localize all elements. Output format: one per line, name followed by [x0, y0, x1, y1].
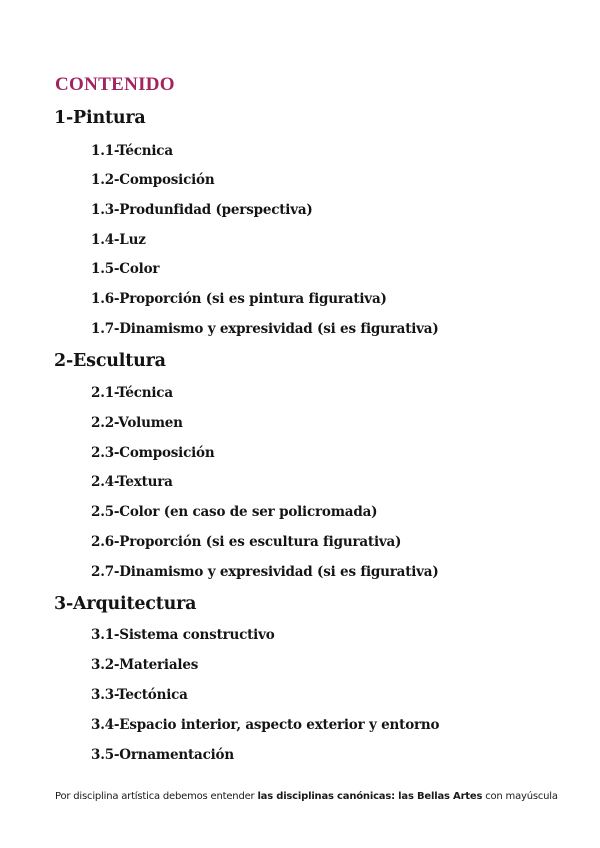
toc-item: 1.5-Color [91, 261, 160, 277]
section-title: 3-Arquitectura [54, 594, 197, 614]
toc-item: 2.2-Volumen [91, 415, 183, 431]
toc-item: 3.3-Tectónica [91, 687, 188, 703]
section-title: 2-Escultura [54, 351, 166, 371]
toc-item: 3.2-Materiales [91, 657, 199, 673]
toc-item: 2.7-Dinamismo y expresividad (si es figurativa) [91, 564, 439, 580]
toc-item: 2.4-Textura [91, 474, 173, 490]
section-title: 1-Pintura [54, 108, 146, 128]
toc-item: 2.5-Color (en caso de ser policromada) [91, 504, 378, 520]
toc-item: 1.3-Produnfidad (perspectiva) [91, 202, 313, 218]
footer-text-bold: las disciplinas canónicas: las Bellas Artes [257, 791, 483, 802]
toc-item: 1.7-Dinamismo y expresividad (si es figurativa) [91, 321, 439, 337]
toc-item: 1.2-Composición [91, 172, 215, 188]
footer-text-after: con mayúscula [482, 791, 558, 802]
footer-note [55, 791, 558, 802]
toc-item: 1.6-Proporción (si es pintura figurativa) [91, 291, 387, 307]
toc-item: 3.1-Sistema constructivo [91, 627, 275, 643]
toc-item: 2.3-Composición [91, 445, 215, 461]
toc-item: 1.4-Luz [91, 232, 146, 248]
toc-item: 2.6-Proporción (si es escultura figurativa) [91, 534, 402, 550]
footer-text-before: Por disciplina artística debemos entender [55, 791, 258, 802]
toc-item: 1.1-Técnica [91, 143, 173, 159]
toc-item: 2.1-Técnica [91, 385, 173, 401]
toc-item: 3.4-Espacio interior, aspecto exterior y entorno [91, 717, 440, 733]
toc-item: 3.5-Ornamentación [91, 747, 234, 763]
toc-title: CONTENIDO [55, 74, 175, 95]
